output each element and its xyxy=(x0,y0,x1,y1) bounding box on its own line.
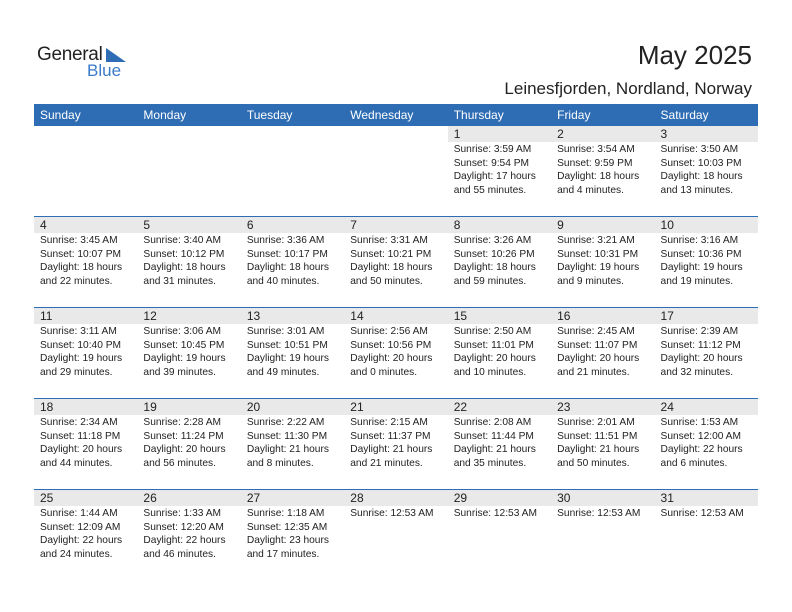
sun-info-line: and 50 minutes. xyxy=(350,275,423,287)
sun-info-line: and 49 minutes. xyxy=(246,366,320,378)
sun-info-line: and 21 minutes. xyxy=(557,366,630,378)
calendar-grid xyxy=(34,104,758,580)
sun-info-line: and 0 minutes. xyxy=(350,366,418,378)
sun-info-line: Sunrise: 3:36 AM xyxy=(246,235,325,246)
sun-info xyxy=(557,234,654,288)
sun-info-line: Daylight: 18 hours xyxy=(453,262,536,273)
day-number: 4 xyxy=(40,218,47,232)
sun-info-line: Daylight: 20 hours xyxy=(350,353,433,364)
calendar-weeks xyxy=(34,126,758,580)
sun-info-line: Daylight: 19 hours xyxy=(246,353,329,364)
sun-info-line: Sunset: 11:44 PM xyxy=(453,430,534,442)
sun-info xyxy=(454,234,551,288)
page-title: May 2025 xyxy=(637,40,752,70)
location-subtitle: Leinesfjorden, Nordland, Norway xyxy=(504,79,752,98)
day-number: 3 xyxy=(660,127,668,141)
sun-info-line: Sunrise: 3:16 AM xyxy=(660,235,739,246)
day-cell xyxy=(655,399,758,489)
day-number: 27 xyxy=(246,491,261,505)
day-number xyxy=(40,126,137,142)
sun-info-line: and 9 minutes. xyxy=(557,275,624,287)
sun-info xyxy=(454,416,551,470)
sun-info-line: and 39 minutes. xyxy=(143,366,216,378)
sun-info-line: Sunrise: 12:53 AM xyxy=(350,508,434,519)
sun-info-line: Daylight: 19 hours xyxy=(557,262,640,273)
sun-info-line: Sunrise: 12:53 AM xyxy=(660,508,744,519)
day-number: 15 xyxy=(453,309,468,323)
sun-info-line: Daylight: 19 hours xyxy=(143,353,226,364)
day-cell xyxy=(655,490,758,580)
sun-info-line: Daylight: 19 hours xyxy=(40,353,123,364)
day-cell xyxy=(137,126,240,216)
sun-info-line: Sunrise: 3:26 AM xyxy=(453,235,532,246)
day-cell xyxy=(448,126,551,216)
week-row xyxy=(34,308,758,398)
sun-info-line: Daylight: 20 hours xyxy=(453,353,536,364)
sun-info-line: and 22 minutes. xyxy=(40,275,113,287)
sun-info xyxy=(454,507,551,521)
day-number: 20 xyxy=(246,400,261,414)
sun-info-line: Daylight: 18 hours xyxy=(350,262,433,273)
logo xyxy=(37,44,137,80)
day-cell xyxy=(655,126,758,216)
day-cell xyxy=(344,490,447,580)
sun-info xyxy=(143,234,240,288)
day-number: 21 xyxy=(350,400,364,414)
day-number: 16 xyxy=(557,309,571,323)
day-cell xyxy=(448,217,551,307)
weekday-sunday: Sunday xyxy=(40,108,81,122)
logo-word-blue: Blue xyxy=(87,61,122,80)
sun-info-line: Daylight: 20 hours xyxy=(40,444,123,455)
sun-info-line: Daylight: 18 hours xyxy=(143,262,226,273)
day-number: 22 xyxy=(453,400,468,414)
day-cell xyxy=(344,217,447,307)
sun-info-line: Sunset: 10:31 PM xyxy=(557,248,639,260)
weekday-tuesday: Tuesday xyxy=(246,108,293,122)
sun-info xyxy=(40,507,137,561)
sun-info xyxy=(247,416,344,470)
sun-info-line: Sunrise: 3:59 AM xyxy=(453,144,532,155)
sun-info-line: and 24 minutes. xyxy=(40,548,113,560)
day-number xyxy=(143,126,240,142)
sun-info-line: Sunrise: 12:53 AM xyxy=(557,508,641,519)
sun-info-line: Sunset: 10:45 PM xyxy=(143,339,225,351)
sun-info-line: Sunset: 11:24 PM xyxy=(143,430,224,442)
weekday-wednesday: Wednesday xyxy=(350,108,414,122)
sun-info xyxy=(557,143,654,197)
sun-info-line: and 4 minutes. xyxy=(557,184,624,196)
day-cell xyxy=(551,126,654,216)
sun-info xyxy=(557,416,654,470)
sun-info-line: Sunset: 12:20 AM xyxy=(143,521,224,533)
day-number: 25 xyxy=(40,491,54,505)
sun-info xyxy=(40,325,137,379)
sun-info-line: Sunrise: 2:22 AM xyxy=(246,417,325,428)
sun-info-line: and 8 minutes. xyxy=(246,457,314,469)
sun-info-line: Sunrise: 1:44 AM xyxy=(40,508,118,519)
day-number: 19 xyxy=(143,400,157,414)
sun-info-line: Daylight: 18 hours xyxy=(660,171,743,182)
sun-info-line: Daylight: 20 hours xyxy=(660,353,743,364)
sun-info-line: Sunrise: 3:01 AM xyxy=(246,326,325,337)
sun-info xyxy=(350,325,447,379)
sun-info-line: Sunset: 10:51 PM xyxy=(246,339,328,351)
day-cell xyxy=(551,490,654,580)
sun-info-line: Daylight: 18 hours xyxy=(246,262,329,273)
sun-info-line: Sunrise: 2:34 AM xyxy=(40,417,118,428)
day-cell xyxy=(241,217,344,307)
day-number: 14 xyxy=(350,309,364,323)
day-cell xyxy=(448,308,551,398)
sun-info-line: and 13 minutes. xyxy=(660,184,734,196)
day-number: 30 xyxy=(557,491,571,505)
sun-info-line: Sunset: 10:40 PM xyxy=(40,339,121,351)
sun-info-line: Daylight: 19 hours xyxy=(660,262,743,273)
sun-info xyxy=(454,143,551,197)
sun-info-line: Sunset: 10:07 PM xyxy=(40,248,121,260)
sun-info-line: Sunrise: 3:45 AM xyxy=(40,235,118,246)
sun-info-line: and 29 minutes. xyxy=(40,366,113,378)
day-cell xyxy=(137,399,240,489)
sun-info xyxy=(661,234,758,288)
sun-info-line: Sunrise: 3:06 AM xyxy=(143,326,222,337)
day-number: 29 xyxy=(453,491,468,505)
week-row xyxy=(34,126,758,216)
sun-info-line: Daylight: 18 hours xyxy=(40,262,123,273)
day-number: 6 xyxy=(246,218,254,232)
sun-info xyxy=(661,325,758,379)
day-number: 1 xyxy=(453,127,461,141)
sun-info-line: Sunset: 11:51 PM xyxy=(557,430,638,442)
day-cell xyxy=(137,217,240,307)
weekday-saturday: Saturday xyxy=(660,108,709,122)
day-number xyxy=(350,126,447,142)
sun-info-line: Sunset: 11:01 PM xyxy=(453,339,534,351)
sun-info-line: Sunrise: 3:31 AM xyxy=(350,235,428,246)
sun-info-line: Sunrise: 1:53 AM xyxy=(660,417,739,428)
week-row xyxy=(34,490,758,580)
sun-info xyxy=(40,416,137,470)
sun-info-line: and 19 minutes. xyxy=(660,275,734,287)
day-cell xyxy=(241,308,344,398)
sun-info-line: Daylight: 20 hours xyxy=(143,444,226,455)
sun-info-line: Sunrise: 2:39 AM xyxy=(660,326,739,337)
day-cell xyxy=(34,490,137,580)
logo-triangle-icon xyxy=(106,48,126,62)
day-cell xyxy=(551,399,654,489)
sun-info xyxy=(661,507,758,521)
day-number xyxy=(247,126,344,142)
sun-info xyxy=(557,325,654,379)
sun-info xyxy=(350,507,447,521)
sun-info-line: Sunset: 12:35 AM xyxy=(246,521,328,533)
sun-info xyxy=(557,507,654,521)
day-number: 12 xyxy=(143,309,157,323)
sun-info-line: Sunset: 10:21 PM xyxy=(350,248,432,260)
week-row xyxy=(34,217,758,307)
sun-info-line: Sunrise: 2:15 AM xyxy=(350,417,428,428)
sun-info-line: Sunset: 11:07 PM xyxy=(557,339,638,351)
day-cell xyxy=(655,308,758,398)
sun-info-line: Sunrise: 3:40 AM xyxy=(143,235,222,246)
sun-info-line: Sunrise: 3:50 AM xyxy=(660,144,739,155)
sun-info xyxy=(40,234,137,288)
day-cell xyxy=(34,308,137,398)
day-number: 18 xyxy=(40,400,54,414)
sun-info xyxy=(350,416,447,470)
sun-info-line: Sunrise: 2:01 AM xyxy=(557,417,635,428)
sun-info-line: Sunrise: 2:56 AM xyxy=(350,326,428,337)
day-number: 10 xyxy=(660,218,674,232)
sun-info-line: Daylight: 21 hours xyxy=(453,444,536,455)
day-cell xyxy=(448,399,551,489)
sun-info-line: and 6 minutes. xyxy=(660,457,728,469)
sun-info-line: and 50 minutes. xyxy=(557,457,630,469)
day-cell xyxy=(34,399,137,489)
weekday-monday: Monday xyxy=(143,108,187,122)
sun-info-line: Daylight: 22 hours xyxy=(143,535,226,546)
day-cell xyxy=(344,126,447,216)
sun-info-line: Sunrise: 3:54 AM xyxy=(557,144,635,155)
day-number: 8 xyxy=(453,218,461,232)
sun-info xyxy=(350,234,447,288)
sun-info-line: Sunset: 11:18 PM xyxy=(40,430,121,442)
sun-info-line: Sunrise: 2:28 AM xyxy=(143,417,222,428)
sun-info xyxy=(661,143,758,197)
day-cell xyxy=(241,126,344,216)
logo-word-general: General xyxy=(37,44,103,65)
sun-info xyxy=(143,507,240,561)
sun-info-line: Daylight: 21 hours xyxy=(557,444,640,455)
sun-info-line: Daylight: 18 hours xyxy=(557,171,640,182)
weekday-friday: Friday xyxy=(557,108,591,122)
sun-info xyxy=(247,325,344,379)
weekday-header xyxy=(34,104,758,126)
sun-info xyxy=(143,416,240,470)
sun-info-line: Sunset: 9:59 PM xyxy=(557,157,633,169)
sun-info-line: and 55 minutes. xyxy=(453,184,527,196)
week-row xyxy=(34,399,758,489)
day-number: 5 xyxy=(143,218,151,232)
day-cell xyxy=(448,490,551,580)
sun-info-line: and 17 minutes. xyxy=(246,548,320,560)
sun-info-line: and 31 minutes. xyxy=(143,275,216,287)
sun-info-line: and 46 minutes. xyxy=(143,548,216,560)
sun-info-line: Sunset: 11:12 PM xyxy=(660,339,741,351)
day-number: 2 xyxy=(557,127,564,141)
sun-info-line: and 59 minutes. xyxy=(453,275,527,287)
sun-info-line: Sunrise: 3:11 AM xyxy=(40,326,117,337)
sun-info-line: Sunset: 10:36 PM xyxy=(660,248,742,260)
day-number: 28 xyxy=(350,491,364,505)
sun-info-line: Sunrise: 2:08 AM xyxy=(453,417,532,428)
day-number: 23 xyxy=(557,400,571,414)
sun-info-line: Sunset: 12:09 AM xyxy=(40,521,121,533)
sun-info-line: Sunset: 10:12 PM xyxy=(143,248,225,260)
sun-info-line: and 32 minutes. xyxy=(660,366,734,378)
sun-info-line: Sunset: 12:00 AM xyxy=(660,430,741,442)
day-cell xyxy=(241,490,344,580)
day-number: 7 xyxy=(350,218,357,232)
day-number: 9 xyxy=(557,218,564,232)
sun-info-line: and 44 minutes. xyxy=(40,457,113,469)
sun-info-line: Sunrise: 1:33 AM xyxy=(143,508,222,519)
sun-info-line: Daylight: 22 hours xyxy=(40,535,123,546)
day-number: 17 xyxy=(660,309,674,323)
sun-info-line: and 40 minutes. xyxy=(246,275,320,287)
sun-info-line: Daylight: 21 hours xyxy=(350,444,433,455)
day-number: 24 xyxy=(660,400,674,414)
day-cell xyxy=(551,308,654,398)
day-cell xyxy=(551,217,654,307)
day-number: 31 xyxy=(660,491,674,505)
day-cell xyxy=(137,308,240,398)
sun-info-line: and 56 minutes. xyxy=(143,457,216,469)
sun-info-line: Sunset: 10:17 PM xyxy=(246,248,328,260)
sun-info-line: Daylight: 20 hours xyxy=(557,353,640,364)
day-cell xyxy=(137,490,240,580)
sun-info-line: Sunset: 11:30 PM xyxy=(246,430,328,442)
sun-info-line: Daylight: 17 hours xyxy=(453,171,536,182)
weekday-thursday: Thursday xyxy=(453,108,504,122)
sun-info-line: Sunset: 11:37 PM xyxy=(350,430,431,442)
sun-info xyxy=(247,507,344,561)
sun-info-line: Daylight: 21 hours xyxy=(246,444,329,455)
day-cell xyxy=(34,217,137,307)
sun-info-line: Sunset: 9:54 PM xyxy=(453,157,530,169)
day-cell xyxy=(344,308,447,398)
day-number: 13 xyxy=(246,309,261,323)
sun-info xyxy=(454,325,551,379)
sun-info-line: and 10 minutes. xyxy=(453,366,527,378)
day-cell xyxy=(241,399,344,489)
sun-info-line: Sunrise: 12:53 AM xyxy=(453,508,537,519)
sun-info-line: Sunrise: 2:50 AM xyxy=(453,326,532,337)
sun-info-line: Sunrise: 1:18 AM xyxy=(246,508,325,519)
day-number: 11 xyxy=(40,309,53,323)
sun-info-line: Sunset: 10:26 PM xyxy=(453,248,535,260)
day-cell xyxy=(655,217,758,307)
sun-info-line: Daylight: 22 hours xyxy=(660,444,743,455)
sun-info-line: and 21 minutes. xyxy=(350,457,423,469)
sun-info-line: Sunset: 10:03 PM xyxy=(660,157,742,169)
sun-info-line: Sunrise: 2:45 AM xyxy=(557,326,635,337)
day-cell xyxy=(344,399,447,489)
sun-info-line: Sunrise: 3:21 AM xyxy=(557,235,635,246)
day-number: 26 xyxy=(143,491,157,505)
sun-info xyxy=(143,325,240,379)
day-cell xyxy=(34,126,137,216)
sun-info-line: Sunset: 10:56 PM xyxy=(350,339,432,351)
sun-info xyxy=(661,416,758,470)
sun-info-line: and 35 minutes. xyxy=(453,457,527,469)
sun-info-line: Daylight: 23 hours xyxy=(246,535,329,546)
sun-info xyxy=(247,234,344,288)
